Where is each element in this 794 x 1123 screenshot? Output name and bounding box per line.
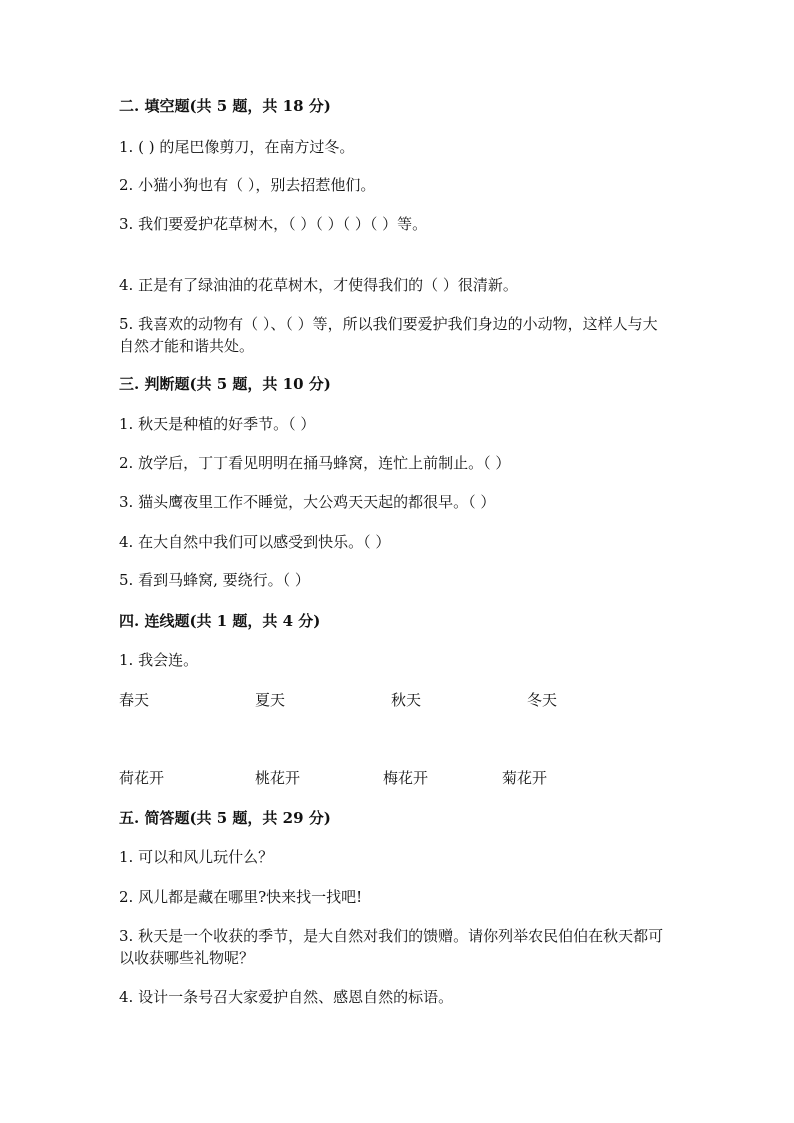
season-spring: 春天 <box>119 691 150 709</box>
section-5-question-1: 1. 可以和风儿玩什么？ <box>119 848 274 866</box>
section-3-question-4: 4. 在大自然中我们可以感受到快乐。（ ） <box>119 533 391 551</box>
section-2-question-2: 2. 小猫小狗也有（ ），别去招惹他们。 <box>119 176 376 194</box>
season-autumn: 秋天 <box>391 691 422 709</box>
flower-lotus: 荷花开 <box>119 769 165 787</box>
section-3-title: 三. 判断题(共 5 题，共 10 分) <box>119 375 331 393</box>
section-2-question-3: 3. 我们要爱护花草树木，（ ）（ ）（ ）（ ）等。 <box>119 215 428 233</box>
section-2-question-4: 4. 正是有了绿油油的花草树木，才使得我们的（ ）很清新。 <box>119 276 518 294</box>
season-winter: 冬天 <box>527 691 558 709</box>
flower-peach: 桃花开 <box>255 769 301 787</box>
section-3-question-3: 3. 猫头鹰夜里工作不睡觉，大公鸡天天起的都很早。（ ） <box>119 493 496 511</box>
section-2-question-5: 5. 我喜欢的动物有（ ）、（ ）等，所以我们要爱护我们身边的小动物，这样人与大自然才能和谐共处。 <box>119 315 658 355</box>
section-5-question-3: 3. 秋天是一个收获的季节，是大自然对我们的馈赠。请你列举农民伯伯在秋天都可以收获哪些礼物呢？ <box>119 927 664 967</box>
flower-plum: 梅花开 <box>383 769 429 787</box>
section-2-title: 二. 填空题(共 5 题，共 18 分) <box>119 97 331 115</box>
section-3-question-1: 1. 秋天是种植的好季节。（ ） <box>119 415 316 433</box>
section-2-question-1: 1. ( ) 的尾巴像剪刀，在南方过冬。 <box>119 138 355 156</box>
section-4-question-1: 1. 我会连。 <box>119 651 199 669</box>
season-summer: 夏天 <box>255 691 286 709</box>
section-3-question-2: 2. 放学后，丁丁看见明明在捅马蜂窝，连忙上前制止。（ ） <box>119 454 511 472</box>
section-5-question-2: 2. 风儿都是藏在哪里?快来找一找吧! <box>119 888 363 906</box>
section-5-question-4: 4. 设计一条号召大家爱护自然、感恩自然的标语。 <box>119 988 454 1006</box>
section-3-question-5: 5. 看到马蜂窝, 要绕行。（ ） <box>119 571 310 589</box>
section-4-title: 四. 连线题(共 1 题，共 4 分) <box>119 612 321 630</box>
section-5-title: 五. 简答题(共 5 题，共 29 分) <box>119 809 331 827</box>
flower-chrysanthemum: 菊花开 <box>502 769 548 787</box>
